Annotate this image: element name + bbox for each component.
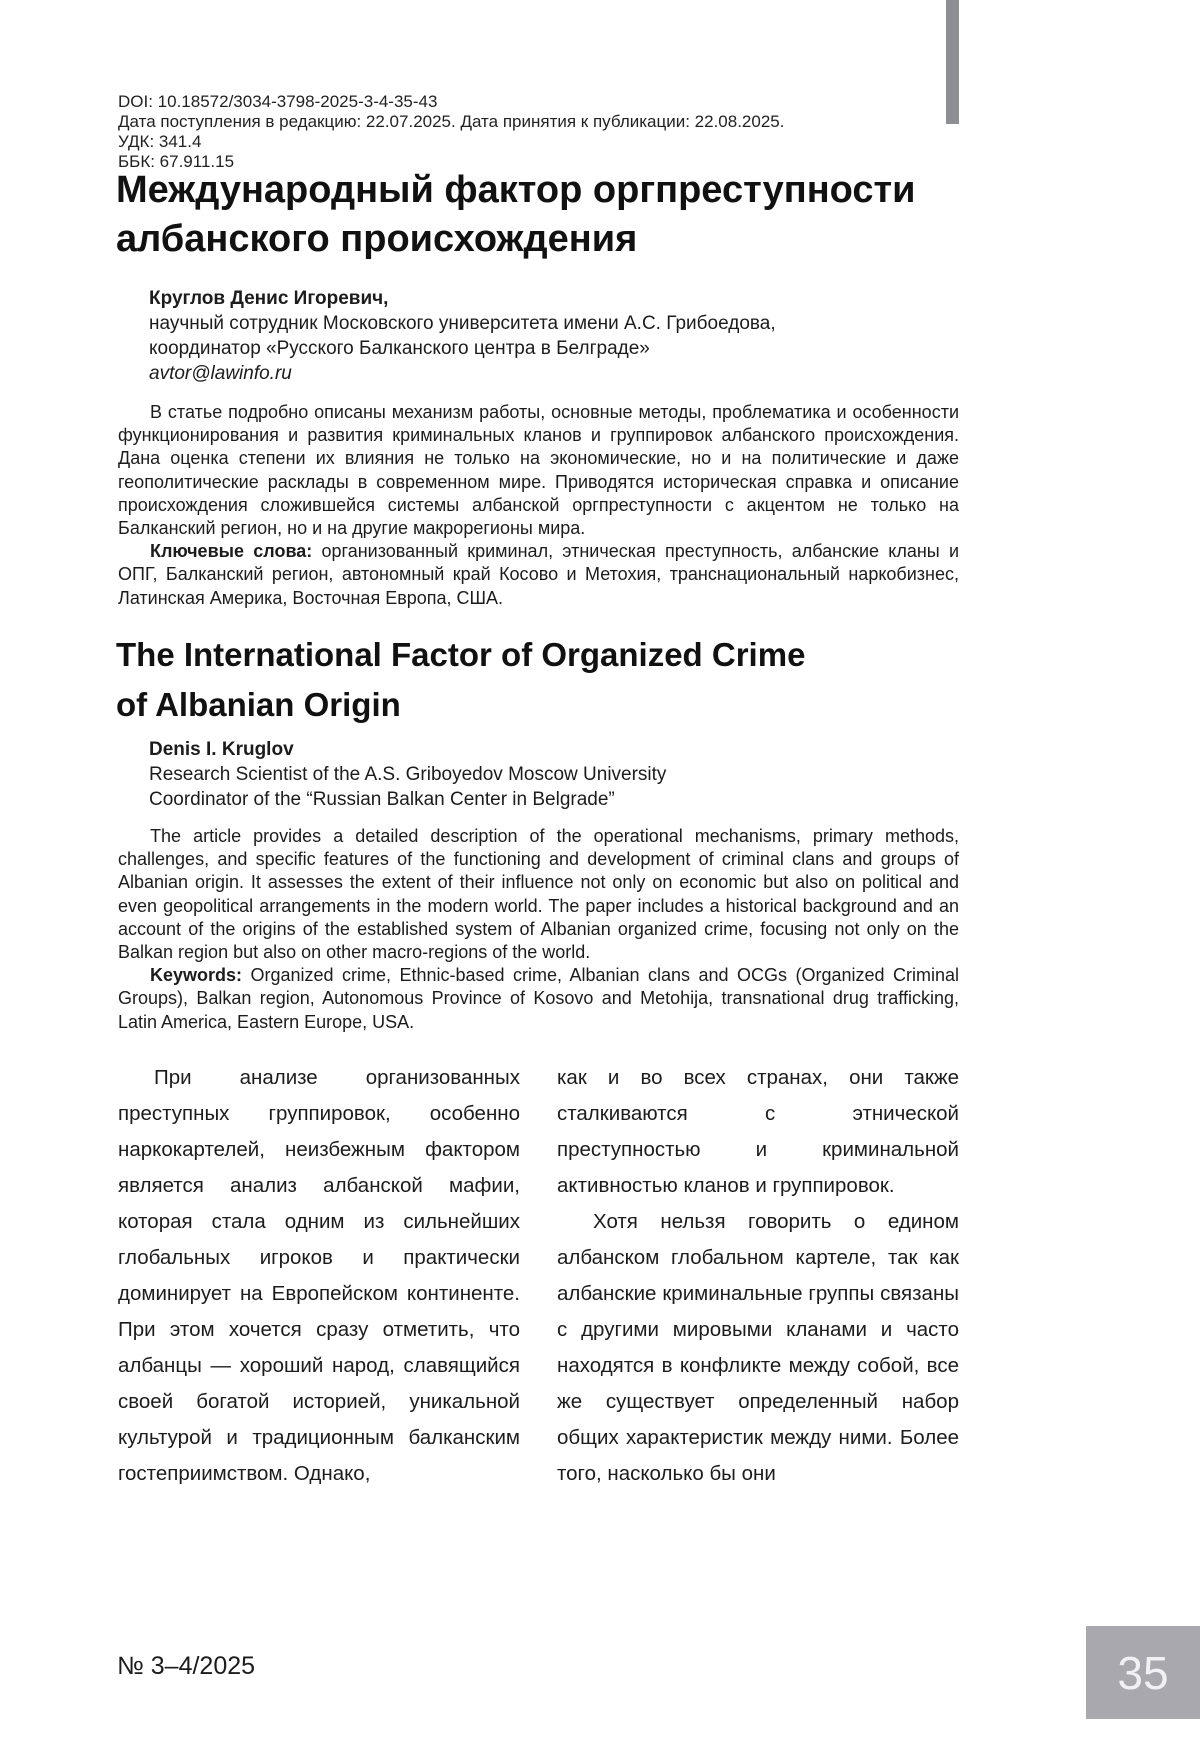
author-affiliation-en-1: Research Scientist of the A.S. Griboyedov Moscow University [149,764,667,785]
abstract-en-text: The article provides a detailed description of the operational mechanisms, primary methods, challenges, and specific features of the functioning and development of criminal clans and groups of Albanian origin. It assesses the extent of their influence not only on economic but also on political and even geopolitical arrangements in the modern world. The paper includes a historical background and an account of the origins of the established system of Albanian organized crime, focusing not only on the Balkan region but also on other macro-regions of the world. [118,826,959,963]
keywords-en [118,964,959,1034]
top-accent-bar [946,0,959,124]
body-paragraph-right-1: как и во всех странах, они также сталкиваются с этнической преступностью и криминальной активностью кланов и группировок. [557,1066,959,1197]
author-affiliation-ru-1: научный сотрудник Московского университета имени А.С. Грибоедова, [149,313,776,334]
abstract-ru-text: В статье подробно описаны механизм работы, основные методы, проблематика и особенности функционирования и развития криминальных кланов и группировок албанского происхождения. Дана оценка степени их влияния не только на экономические, но и на политические и даже геополитические расклады в современном мире. Приводятся историческая справка и описание происхождения сложившейся системы албанской оргпреступности с акцентом не только на Балканский регион, но и на другие макрорегионы мира. [118,402,959,539]
author-affiliation-ru-2: координатор «Русского Балканского центра в Белграде» [149,338,650,359]
body-column-right [557,1060,959,1492]
article-title-ru-line2: албанского происхождения [116,218,638,260]
body-columns [118,1060,959,1492]
bbk-line: ББК: 67.911.15 [118,152,235,171]
keywords-ru-text: организованный криминал, этническая преступность, албанские кланы и ОПГ, Балканский регион, автономный край Косово и Метохия, транснациональный наркобизнес, Латинская Америка, Восточная Европа, США. [118,541,959,608]
author-email: avtor@lawinfo.ru [149,363,292,384]
article-meta [118,92,784,172]
body-column-left [118,1060,520,1492]
keywords-ru-label: Ключевые слова: [150,541,313,562]
abstract-en [118,825,959,1034]
article-title-en [116,630,936,730]
author-block-en [149,737,666,812]
author-affiliation-en-2: Coordinator of the “Russian Balkan Center in Belgrade” [149,789,615,810]
keywords-en-label: Keywords: [150,965,243,986]
page-number: 35 [1117,1646,1169,1699]
abstract-ru [118,401,959,610]
author-name-en: Denis I. Kruglov [149,739,294,760]
body-paragraph-right-2: Хотя нельзя говорить о едином албанском глобальном картеле, так как албанские криминальные группы связаны с другими мировыми кланами и часто находятся в конфликте между собой, все же существует определенный набор общих характеристик между ними. Более того, насколько бы они [557,1210,959,1485]
article-title-en-line1: The International Factor of Organized Crime [116,636,806,673]
article-title-ru [116,166,986,264]
body-paragraph-left-1: При анализе организованных преступных группировок, особенно наркокартелей, неизбежным фактором является анализ албанской мафии, которая стала одним из сильнейших глобальных игроков и практически доминирует на Европейском континенте. При этом хочется сразу отметить, что албанцы — хороший народ, славящийся своей богатой историей, уникальной культурой и традиционным балканским гостеприимством. Однако, [118,1066,520,1485]
dates-line: Дата поступления в редакцию: 22.07.2025. Дата принятия к публикации: 22.08.2025. [118,112,785,131]
article-title-ru-line1: Международный фактор оргпреступности [116,169,916,211]
udk-line: УДК: 341.4 [118,132,202,151]
doi-line: DOI: 10.18572/3034-3798-2025-3-4-35-43 [118,92,438,111]
keywords-ru [118,540,959,610]
keywords-en-text: Organized crime, Ethnic-based crime, Albanian clans and OCGs (Organized Criminal Groups), Balkan region, Autonomous Province of Kosovo and Metohija, transnational drug trafficking, Latin America, Eastern Europe, USA. [118,965,959,1032]
author-name-ru: Круглов Денис Игоревич, [149,288,389,309]
author-block-ru [149,286,776,386]
page-number-box [1086,1626,1200,1719]
article-title-en-line2: of Albanian Origin [116,686,401,723]
footer-issue-label: № 3–4/2025 [117,1652,256,1680]
